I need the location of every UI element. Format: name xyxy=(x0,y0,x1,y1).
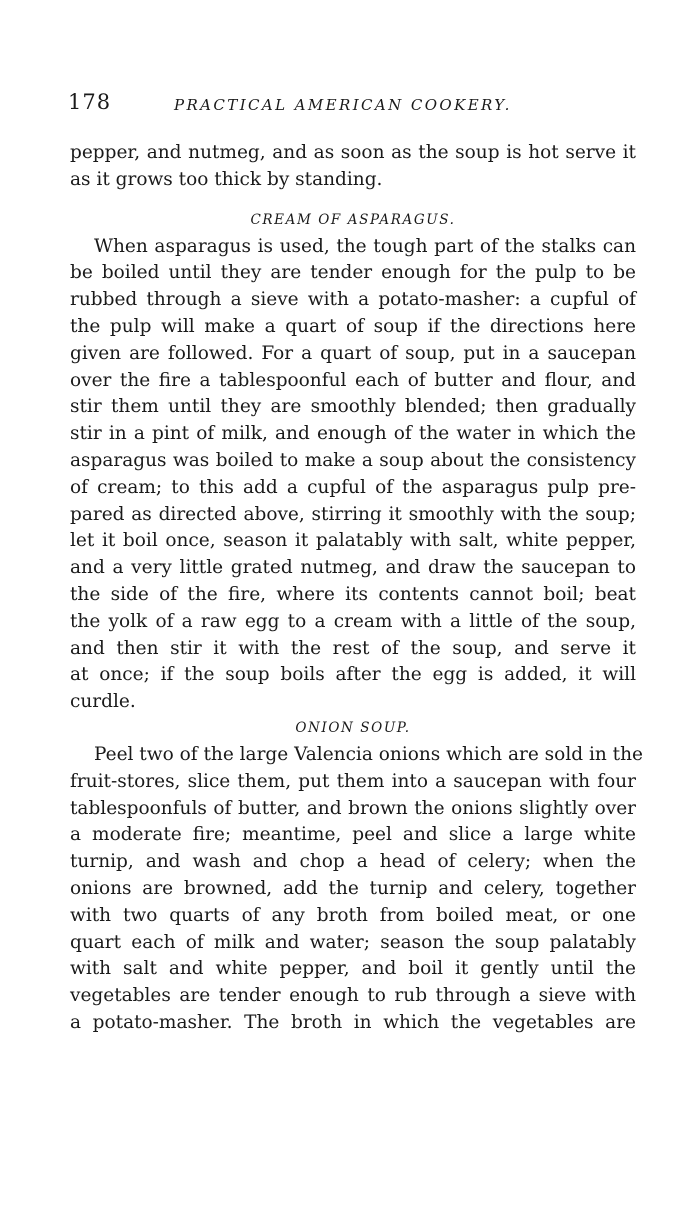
text-line: let it boil once, season it palatably with salt, white pepper, xyxy=(70,530,636,552)
text-line: tablespoonfuls of butter, and brown the onions slightly over xyxy=(70,797,636,819)
text-line: be boiled until they are tender enough for the pulp to be xyxy=(70,262,636,284)
text-line: the yolk of a raw egg to a cream with a little of the soup, xyxy=(70,610,636,632)
text-line: curdle. xyxy=(70,691,136,713)
text-line: with two quarts of any broth from boiled meat, or one xyxy=(70,904,636,926)
text-line: over the fire a tablespoonful each of butter and flour, and xyxy=(70,369,636,391)
text-line: and then stir it with the rest of the soup, and serve it xyxy=(70,637,636,659)
text-line: at once; if the soup boils after the egg is added, it will xyxy=(70,664,636,686)
text-line: the pulp will make a quart of soup if the directions here xyxy=(70,315,636,337)
text-line: and a very little grated nutmeg, and draw the saucepan to xyxy=(70,557,636,579)
continued-paragraph xyxy=(70,140,636,194)
book-page xyxy=(68,88,643,1037)
running-head: PRACTICAL AMERICAN COOKERY. xyxy=(174,96,512,114)
text-line: turnip, and wash and chop a head of celery; when the xyxy=(70,851,636,873)
section-title-cream-of-asparagus: CREAM OF ASPARAGUS. xyxy=(250,211,456,228)
text-line: pepper, and nutmeg, and as soon as the soup is hot serve it xyxy=(70,142,636,163)
asparagus-paragraph xyxy=(70,234,636,716)
text-line: fruit-stores, slice them, put them into a saucepan with four xyxy=(70,770,636,792)
section-title-onion-soup: ONION SOUP. xyxy=(295,719,411,736)
page-header xyxy=(70,88,636,122)
text-line: the side of the fire, where its contents cannot boil; beat xyxy=(70,583,636,605)
text-line: as it grows too thick by standing. xyxy=(70,168,383,190)
text-line: vegetables are tender enough to rub through a sieve with xyxy=(70,985,636,1007)
text-line: a potato-masher. The broth in which the vegetables are xyxy=(70,1011,636,1033)
text-line: stir in a pint of milk, and enough of the water in which the xyxy=(70,423,636,445)
text-line: rubbed through a sieve with a potato-masher: a cupful of xyxy=(70,289,636,311)
text-line: quart each of milk and water; season the soup palatably xyxy=(70,931,636,953)
text-line: with salt and white pepper, and boil it gently until the xyxy=(70,958,636,980)
text-line: onions are browned, add the turnip and celery, together xyxy=(70,877,636,899)
text-line: a moderate fire; meantime, peel and slice a large white xyxy=(70,824,636,846)
text-line: asparagus was boiled to make a soup about the consistency xyxy=(70,449,636,471)
text-line: of cream; to this add a cupful of the asparagus pulp pre- xyxy=(70,476,636,498)
text-line: given are followed. For a quart of soup, put in a saucepan xyxy=(70,342,636,364)
text-line: When asparagus is used, the tough part of the stalks can xyxy=(94,235,636,257)
onion-soup-paragraph xyxy=(70,742,643,1037)
text-line: pared as directed above, stirring it smoothly with the soup; xyxy=(70,503,636,525)
text-line: stir them until they are smoothly blended; then gradually xyxy=(70,396,636,418)
text-line: Peel two of the large Valencia onions which are sold in the xyxy=(94,743,643,765)
page-number: 178 xyxy=(68,90,112,114)
